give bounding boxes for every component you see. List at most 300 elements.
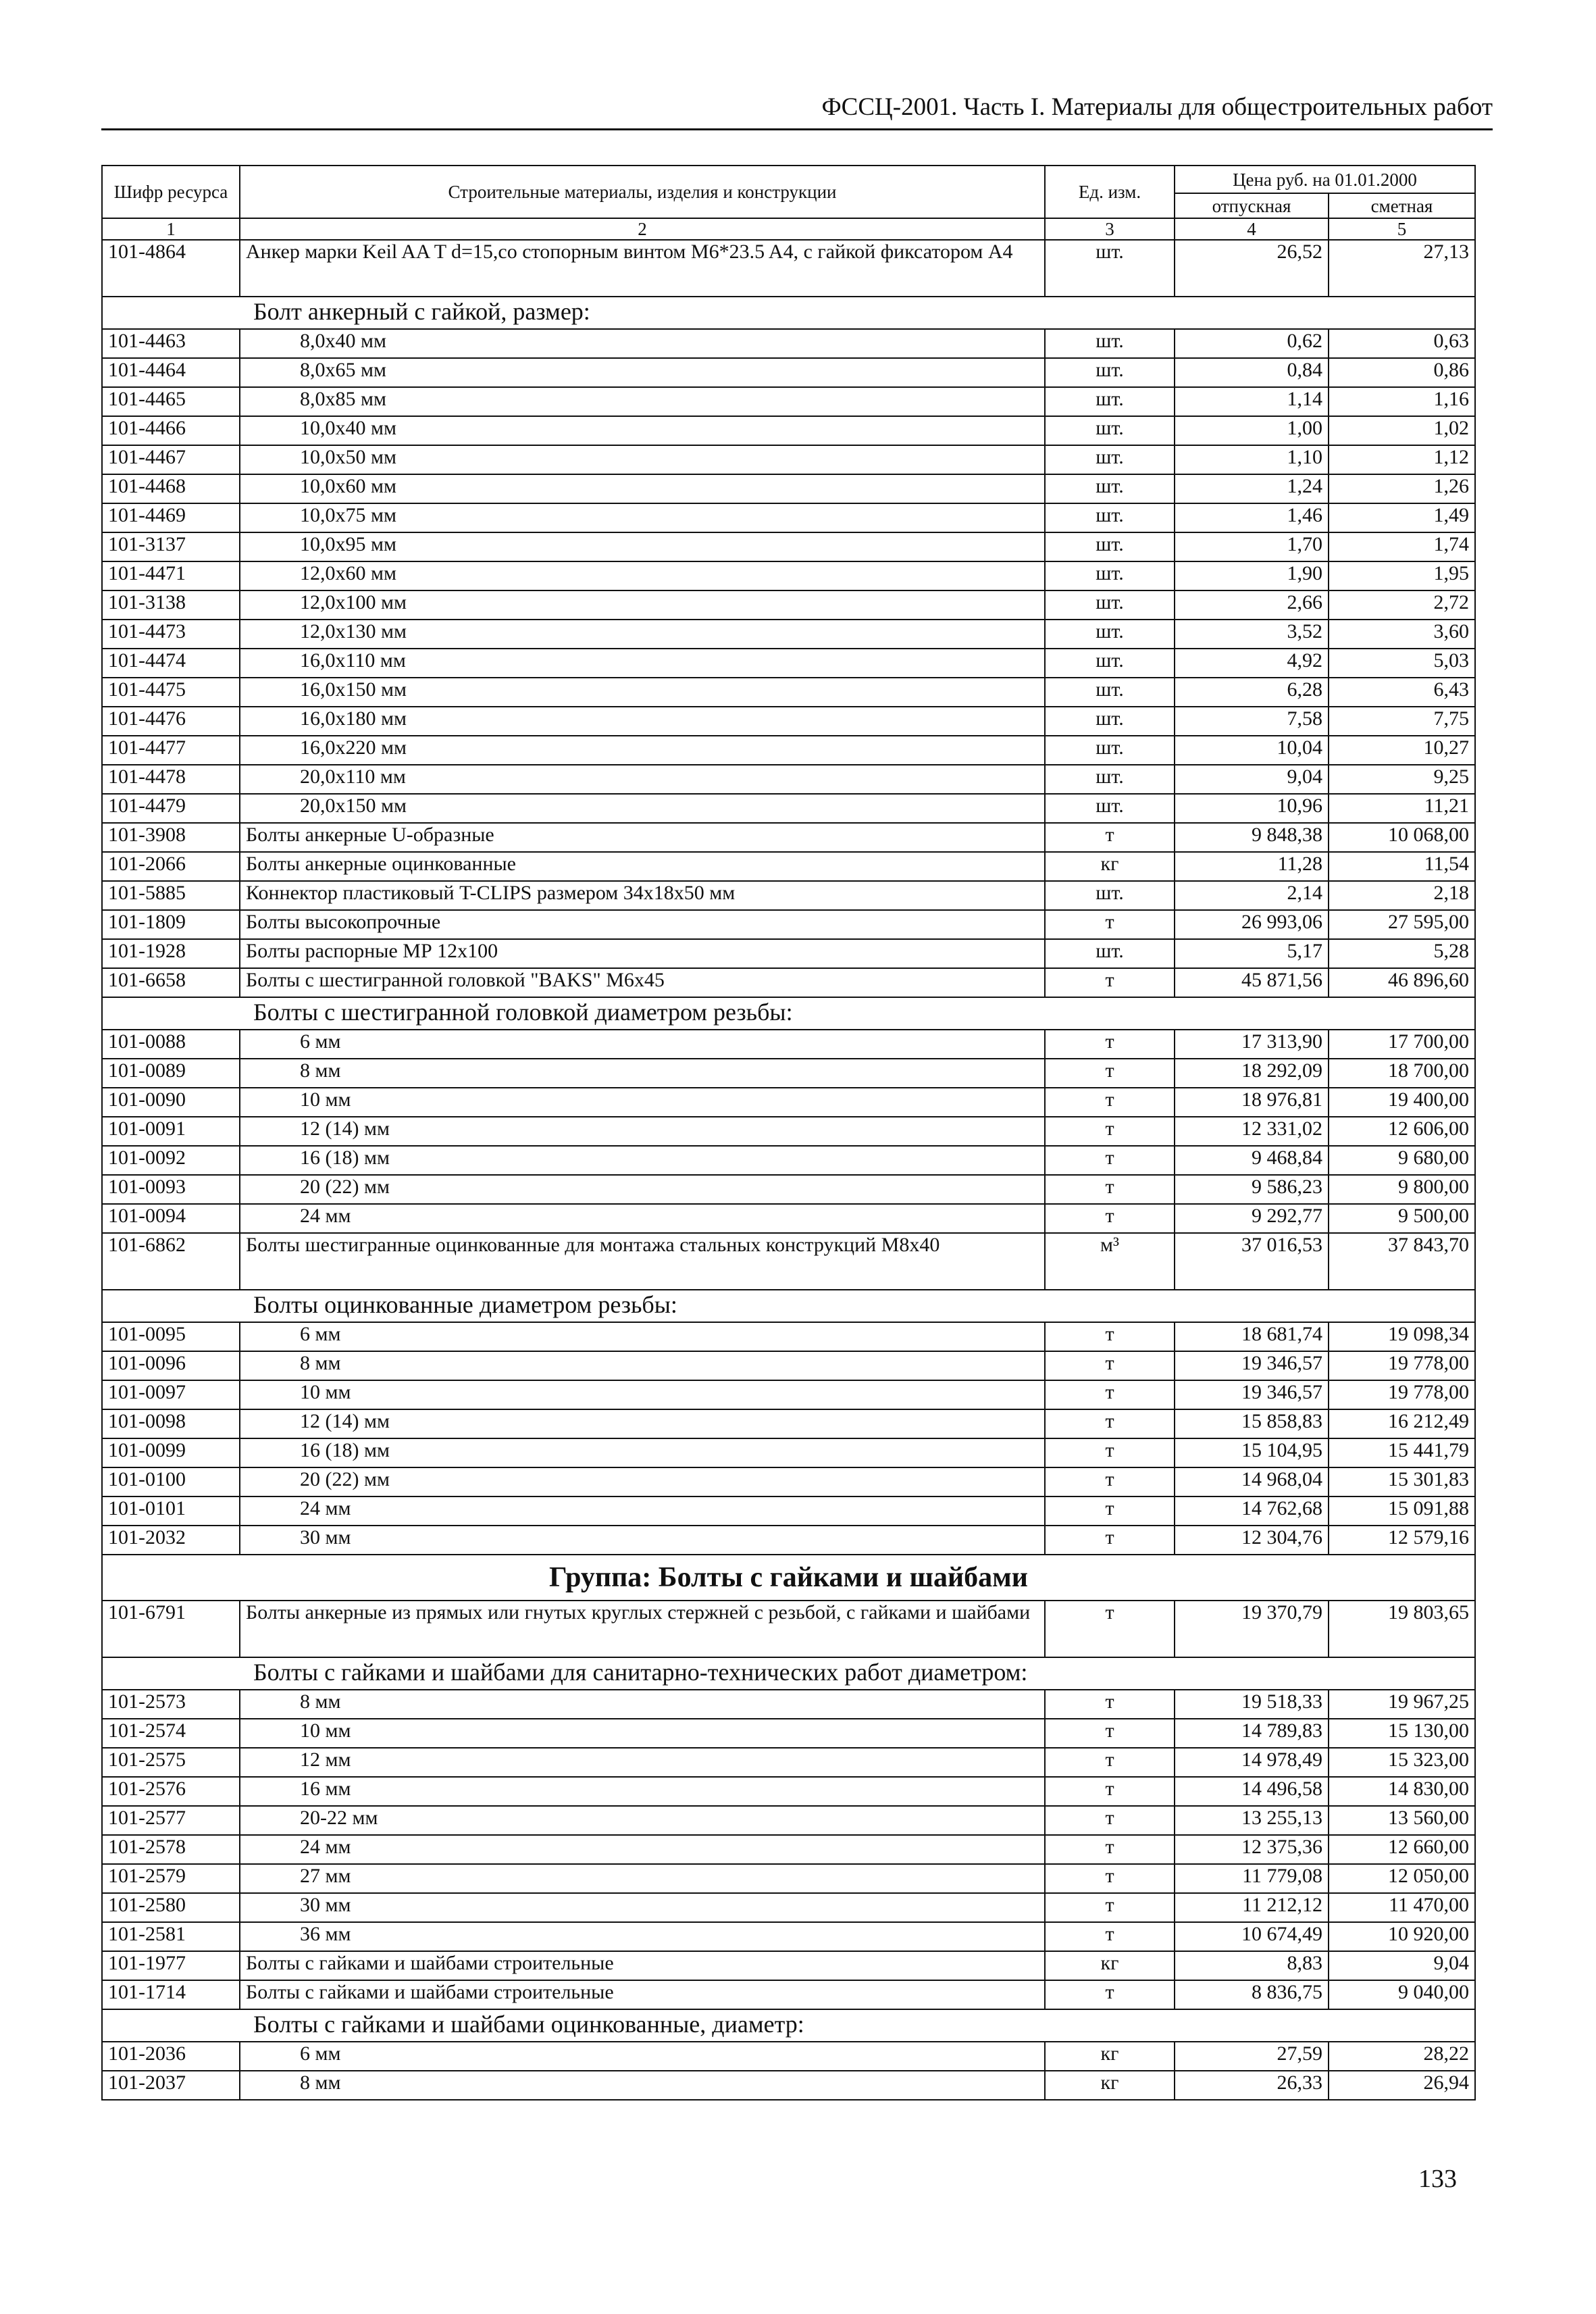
estimate-price: 9 500,00 — [1329, 1204, 1475, 1233]
material-name: Болты анкерные оцинкованные — [240, 852, 1045, 881]
unit-cell: шт. — [1045, 445, 1175, 474]
release-price: 45 871,56 — [1175, 968, 1329, 997]
unit-cell: т — [1045, 1719, 1175, 1748]
resource-code: 101-3908 — [102, 823, 240, 852]
page-number: 133 — [1418, 2165, 1457, 2193]
material-name: 24 мм — [240, 1496, 1045, 1526]
resource-code: 101-2578 — [102, 1835, 240, 1864]
table-row — [102, 532, 1475, 561]
table-row — [102, 1601, 1475, 1657]
estimate-price: 12 579,16 — [1329, 1526, 1475, 1555]
estimate-price: 12 050,00 — [1329, 1864, 1475, 1893]
resource-code: 101-0089 — [102, 1059, 240, 1088]
resource-code: 101-5885 — [102, 881, 240, 910]
unit-cell: т — [1045, 1864, 1175, 1893]
unit-cell: т — [1045, 1117, 1175, 1146]
release-price: 14 978,49 — [1175, 1748, 1329, 1777]
release-price: 6,28 — [1175, 678, 1329, 707]
material-name: 6 мм — [240, 2042, 1045, 2071]
release-price: 15 858,83 — [1175, 1409, 1329, 1438]
estimate-price: 37 843,70 — [1329, 1233, 1475, 1290]
resource-code: 101-4464 — [102, 358, 240, 387]
header-unit: Ед. изм. — [1045, 166, 1175, 218]
release-price: 0,62 — [1175, 329, 1329, 358]
estimate-price: 1,26 — [1329, 474, 1475, 503]
material-name: 30 мм — [240, 1893, 1045, 1922]
estimate-price: 10 920,00 — [1329, 1922, 1475, 1951]
resource-code: 101-0088 — [102, 1030, 240, 1059]
resource-code: 101-0090 — [102, 1088, 240, 1117]
resource-code: 101-4479 — [102, 794, 240, 823]
table-row — [102, 240, 1475, 297]
material-name: 8,0x40 мм — [240, 329, 1045, 358]
estimate-price: 17 700,00 — [1329, 1030, 1475, 1059]
column-number: 5 — [1329, 218, 1475, 240]
material-name: Коннектор пластиковый T-CLIPS размером 34x18x50 мм — [240, 881, 1045, 910]
unit-cell: кг — [1045, 2042, 1175, 2071]
header-rule — [101, 128, 1493, 130]
section-heading: Болты с гайками и шайбами для санитарно-технических работ диаметром: — [102, 1657, 1475, 1690]
release-price: 12 375,36 — [1175, 1835, 1329, 1864]
material-name: 6 мм — [240, 1322, 1045, 1351]
material-name: 16 мм — [240, 1777, 1045, 1806]
resource-code: 101-2581 — [102, 1922, 240, 1951]
release-price: 11,28 — [1175, 852, 1329, 881]
resource-code: 101-0094 — [102, 1204, 240, 1233]
column-number: 3 — [1045, 218, 1175, 240]
estimate-price: 18 700,00 — [1329, 1059, 1475, 1088]
unit-cell: т — [1045, 1601, 1175, 1657]
material-name: 8 мм — [240, 2071, 1045, 2100]
material-name: 10 мм — [240, 1380, 1045, 1409]
material-name: 30 мм — [240, 1526, 1045, 1555]
table-row — [102, 1496, 1475, 1526]
section-heading-row — [102, 997, 1475, 1030]
table-row — [102, 1146, 1475, 1175]
release-price: 18 292,09 — [1175, 1059, 1329, 1088]
estimate-price: 19 400,00 — [1329, 1088, 1475, 1117]
estimate-price: 46 896,60 — [1329, 968, 1475, 997]
unit-cell: т — [1045, 1380, 1175, 1409]
estimate-price: 11 470,00 — [1329, 1893, 1475, 1922]
resource-code: 101-0095 — [102, 1322, 240, 1351]
unit-cell: кг — [1045, 1951, 1175, 1980]
section-heading: Болты оцинкованные диаметром резьбы: — [102, 1290, 1475, 1322]
section-heading-row — [102, 1290, 1475, 1322]
unit-cell: кг — [1045, 852, 1175, 881]
release-price: 2,14 — [1175, 881, 1329, 910]
resource-code: 101-0097 — [102, 1380, 240, 1409]
estimate-price: 2,18 — [1329, 881, 1475, 910]
estimate-price: 15 091,88 — [1329, 1496, 1475, 1526]
table-row — [102, 794, 1475, 823]
resource-code: 101-0101 — [102, 1496, 240, 1526]
section-heading-row — [102, 297, 1475, 329]
unit-cell: шт. — [1045, 503, 1175, 532]
column-number: 1 — [102, 218, 240, 240]
release-price: 1,90 — [1175, 561, 1329, 590]
release-price: 18 681,74 — [1175, 1322, 1329, 1351]
unit-cell: т — [1045, 1526, 1175, 1555]
release-price: 14 496,58 — [1175, 1777, 1329, 1806]
release-price: 1,46 — [1175, 503, 1329, 532]
unit-cell: шт. — [1045, 649, 1175, 678]
unit-cell: т — [1045, 1748, 1175, 1777]
unit-cell: т — [1045, 910, 1175, 939]
estimate-price: 11,54 — [1329, 852, 1475, 881]
unit-cell: шт. — [1045, 416, 1175, 445]
release-price: 15 104,95 — [1175, 1438, 1329, 1467]
material-name: 16,0x180 мм — [240, 707, 1045, 736]
release-price: 1,00 — [1175, 416, 1329, 445]
table-row — [102, 1322, 1475, 1351]
material-name: 16 (18) мм — [240, 1438, 1045, 1467]
unit-cell: шт. — [1045, 765, 1175, 794]
estimate-price: 13 560,00 — [1329, 1806, 1475, 1835]
table-row — [102, 329, 1475, 358]
material-name: 12 (14) мм — [240, 1117, 1045, 1146]
material-name: Болты высокопрочные — [240, 910, 1045, 939]
unit-cell: шт. — [1045, 532, 1175, 561]
table-row — [102, 1409, 1475, 1438]
table-row — [102, 765, 1475, 794]
table-row — [102, 590, 1475, 620]
header-name: Строительные материалы, изделия и конструкции — [240, 166, 1045, 218]
material-name: 12,0x100 мм — [240, 590, 1045, 620]
unit-cell: шт. — [1045, 794, 1175, 823]
unit-cell: т — [1045, 823, 1175, 852]
table-row — [102, 1351, 1475, 1380]
unit-cell: т — [1045, 1175, 1175, 1204]
material-name: 20,0x110 мм — [240, 765, 1045, 794]
material-name: 20-22 мм — [240, 1806, 1045, 1835]
release-price: 5,17 — [1175, 939, 1329, 968]
release-price: 12 304,76 — [1175, 1526, 1329, 1555]
estimate-price: 16 212,49 — [1329, 1409, 1475, 1438]
estimate-price: 1,95 — [1329, 561, 1475, 590]
estimate-price: 19 098,34 — [1329, 1322, 1475, 1351]
unit-cell: т — [1045, 1806, 1175, 1835]
resource-code: 101-4467 — [102, 445, 240, 474]
resource-code: 101-3138 — [102, 590, 240, 620]
resource-code: 101-4471 — [102, 561, 240, 590]
unit-cell: шт. — [1045, 736, 1175, 765]
resource-code: 101-2066 — [102, 852, 240, 881]
release-price: 4,92 — [1175, 649, 1329, 678]
material-name: 12,0x60 мм — [240, 561, 1045, 590]
resource-code: 101-0099 — [102, 1438, 240, 1467]
resource-code: 101-4478 — [102, 765, 240, 794]
unit-cell: шт. — [1045, 387, 1175, 416]
table-row — [102, 678, 1475, 707]
table-row — [102, 1030, 1475, 1059]
price-table — [101, 165, 1476, 2101]
section-heading-row — [102, 1657, 1475, 1690]
table-row — [102, 649, 1475, 678]
estimate-price: 15 130,00 — [1329, 1719, 1475, 1748]
material-name: 10,0x75 мм — [240, 503, 1045, 532]
material-name: 27 мм — [240, 1864, 1045, 1893]
table-row — [102, 1088, 1475, 1117]
estimate-price: 3,60 — [1329, 620, 1475, 649]
material-name: 20 (22) мм — [240, 1175, 1045, 1204]
resource-code: 101-1977 — [102, 1951, 240, 1980]
release-price: 19 518,33 — [1175, 1690, 1329, 1719]
unit-cell: т — [1045, 1059, 1175, 1088]
table-row — [102, 1922, 1475, 1951]
release-price: 9 586,23 — [1175, 1175, 1329, 1204]
resource-code: 101-2580 — [102, 1893, 240, 1922]
table-row — [102, 1204, 1475, 1233]
material-name: 10,0x60 мм — [240, 474, 1045, 503]
material-name: 16 (18) мм — [240, 1146, 1045, 1175]
table-row — [102, 1380, 1475, 1409]
release-price: 1,24 — [1175, 474, 1329, 503]
resource-code: 101-0096 — [102, 1351, 240, 1380]
release-price: 11 779,08 — [1175, 1864, 1329, 1893]
unit-cell: т — [1045, 1146, 1175, 1175]
table-row — [102, 1864, 1475, 1893]
release-price: 0,84 — [1175, 358, 1329, 387]
resource-code: 101-4469 — [102, 503, 240, 532]
material-name: Болты с гайками и шайбами строительные — [240, 1980, 1045, 2009]
table-header-row-1 — [102, 166, 1475, 193]
release-price: 27,59 — [1175, 2042, 1329, 2071]
table-row — [102, 1777, 1475, 1806]
unit-cell: шт. — [1045, 240, 1175, 297]
estimate-price: 19 778,00 — [1329, 1351, 1475, 1380]
section-heading: Болты с гайками и шайбами оцинкованные, диаметр: — [102, 2009, 1475, 2042]
material-name: Болты с шестигранной головкой "BAKS" М6x45 — [240, 968, 1045, 997]
table-row — [102, 1690, 1475, 1719]
release-price: 10,96 — [1175, 794, 1329, 823]
table-row — [102, 1438, 1475, 1467]
material-name: 24 мм — [240, 1835, 1045, 1864]
table-row — [102, 1059, 1475, 1088]
resource-code: 101-4466 — [102, 416, 240, 445]
unit-cell: т — [1045, 1980, 1175, 2009]
resource-code: 101-4473 — [102, 620, 240, 649]
column-numbers-row — [102, 218, 1475, 240]
material-name: 8 мм — [240, 1059, 1045, 1088]
resource-code: 101-0092 — [102, 1146, 240, 1175]
table-row — [102, 823, 1475, 852]
table-row — [102, 881, 1475, 910]
table-row — [102, 445, 1475, 474]
release-price: 9 848,38 — [1175, 823, 1329, 852]
estimate-price: 10,27 — [1329, 736, 1475, 765]
estimate-price: 19 967,25 — [1329, 1690, 1475, 1719]
resource-code: 101-6658 — [102, 968, 240, 997]
table-row — [102, 1748, 1475, 1777]
release-price: 19 346,57 — [1175, 1351, 1329, 1380]
unit-cell: кг — [1045, 2071, 1175, 2100]
estimate-price: 5,28 — [1329, 939, 1475, 968]
material-name: 8 мм — [240, 1351, 1045, 1380]
table-row — [102, 1893, 1475, 1922]
table-row — [102, 561, 1475, 590]
release-price: 17 313,90 — [1175, 1030, 1329, 1059]
resource-code: 101-4476 — [102, 707, 240, 736]
estimate-price: 9 800,00 — [1329, 1175, 1475, 1204]
header-code: Шифр ресурса — [102, 166, 240, 218]
material-name: Болты анкерные U-образные — [240, 823, 1045, 852]
table-row — [102, 1117, 1475, 1146]
estimate-price: 28,22 — [1329, 2042, 1475, 2071]
estimate-price: 6,43 — [1329, 678, 1475, 707]
estimate-price: 1,49 — [1329, 503, 1475, 532]
table-row — [102, 707, 1475, 736]
material-name: Болты шестигранные оцинкованные для монтажа стальных конструкций М8x40 — [240, 1233, 1045, 1290]
resource-code: 101-4864 — [102, 240, 240, 297]
unit-cell: т — [1045, 1322, 1175, 1351]
release-price: 3,52 — [1175, 620, 1329, 649]
estimate-price: 12 660,00 — [1329, 1835, 1475, 1864]
unit-cell: шт. — [1045, 678, 1175, 707]
table-row — [102, 910, 1475, 939]
release-price: 10,04 — [1175, 736, 1329, 765]
resource-code: 101-2036 — [102, 2042, 240, 2071]
resource-code: 101-4474 — [102, 649, 240, 678]
release-price: 8,83 — [1175, 1951, 1329, 1980]
resource-code: 101-2037 — [102, 2071, 240, 2100]
material-name: Болты анкерные из прямых или гнутых круглых стержней с резьбой, с гайками и шайбами — [240, 1601, 1045, 1657]
estimate-price: 11,21 — [1329, 794, 1475, 823]
material-name: Анкер марки Keil AA T d=15,со стопорным винтом M6*23.5 A4, с гайкой фиксатором А4 — [240, 240, 1045, 297]
unit-cell: т — [1045, 1467, 1175, 1496]
release-price: 26 993,06 — [1175, 910, 1329, 939]
estimate-price: 12 606,00 — [1329, 1117, 1475, 1146]
unit-cell: т — [1045, 1030, 1175, 1059]
unit-cell: шт. — [1045, 329, 1175, 358]
unit-cell: т — [1045, 1922, 1175, 1951]
unit-cell: т — [1045, 1835, 1175, 1864]
release-price: 7,58 — [1175, 707, 1329, 736]
resource-code: 101-1809 — [102, 910, 240, 939]
estimate-price: 7,75 — [1329, 707, 1475, 736]
estimate-price: 15 441,79 — [1329, 1438, 1475, 1467]
material-name: 24 мм — [240, 1204, 1045, 1233]
release-price: 19 370,79 — [1175, 1601, 1329, 1657]
release-price: 11 212,12 — [1175, 1893, 1329, 1922]
material-name: 10,0x40 мм — [240, 416, 1045, 445]
unit-cell: шт. — [1045, 707, 1175, 736]
unit-cell: т — [1045, 1438, 1175, 1467]
material-name: 10,0x50 мм — [240, 445, 1045, 474]
table-row — [102, 852, 1475, 881]
release-price: 10 674,49 — [1175, 1922, 1329, 1951]
estimate-price: 15 323,00 — [1329, 1748, 1475, 1777]
release-price: 9 292,77 — [1175, 1204, 1329, 1233]
resource-code: 101-4475 — [102, 678, 240, 707]
resource-code: 101-6791 — [102, 1601, 240, 1657]
resource-code: 101-0093 — [102, 1175, 240, 1204]
unit-cell: т — [1045, 1777, 1175, 1806]
table-row — [102, 1233, 1475, 1290]
table-row — [102, 939, 1475, 968]
unit-cell: шт. — [1045, 881, 1175, 910]
release-price: 1,70 — [1175, 532, 1329, 561]
unit-cell: т — [1045, 1204, 1175, 1233]
release-price: 18 976,81 — [1175, 1088, 1329, 1117]
group-heading: Группа: Болты с гайками и шайбами — [102, 1555, 1475, 1601]
material-name: 12,0x130 мм — [240, 620, 1045, 649]
material-name: 8,0x65 мм — [240, 358, 1045, 387]
column-number: 4 — [1175, 218, 1329, 240]
table-row — [102, 620, 1475, 649]
unit-cell: м³ — [1045, 1233, 1175, 1290]
release-price: 1,14 — [1175, 387, 1329, 416]
resource-code: 101-2576 — [102, 1777, 240, 1806]
release-price: 26,33 — [1175, 2071, 1329, 2100]
material-name: Болты распорные МР 12x100 — [240, 939, 1045, 968]
estimate-price: 2,72 — [1329, 590, 1475, 620]
estimate-price: 1,02 — [1329, 416, 1475, 445]
material-name: 8,0x85 мм — [240, 387, 1045, 416]
release-price: 9,04 — [1175, 765, 1329, 794]
resource-code: 101-4468 — [102, 474, 240, 503]
material-name: 8 мм — [240, 1690, 1045, 1719]
table-row — [102, 503, 1475, 532]
table-row — [102, 2042, 1475, 2071]
resource-code: 101-4477 — [102, 736, 240, 765]
resource-code: 101-2574 — [102, 1719, 240, 1748]
estimate-price: 27,13 — [1329, 240, 1475, 297]
resource-code: 101-2577 — [102, 1806, 240, 1835]
header-estimate: сметная — [1329, 193, 1475, 218]
release-price: 1,10 — [1175, 445, 1329, 474]
table-row — [102, 736, 1475, 765]
table-row — [102, 1526, 1475, 1555]
unit-cell: т — [1045, 1496, 1175, 1526]
section-heading: Болты с шестигранной головкой диаметром резьбы: — [102, 997, 1475, 1030]
unit-cell: шт. — [1045, 620, 1175, 649]
estimate-price: 9 680,00 — [1329, 1146, 1475, 1175]
material-name: 6 мм — [240, 1030, 1045, 1059]
unit-cell: шт. — [1045, 474, 1175, 503]
release-price: 19 346,57 — [1175, 1380, 1329, 1409]
page-header: ФССЦ-2001. Часть I. Материалы для общестроительных работ — [821, 93, 1493, 121]
table-row — [102, 1719, 1475, 1748]
resource-code: 101-0098 — [102, 1409, 240, 1438]
estimate-price: 0,63 — [1329, 329, 1475, 358]
section-heading-row — [102, 2009, 1475, 2042]
resource-code: 101-1928 — [102, 939, 240, 968]
material-name: 10 мм — [240, 1719, 1045, 1748]
estimate-price: 5,03 — [1329, 649, 1475, 678]
estimate-price: 14 830,00 — [1329, 1777, 1475, 1806]
table-row — [102, 1835, 1475, 1864]
material-name: 20 (22) мм — [240, 1467, 1045, 1496]
material-name: 10,0x95 мм — [240, 532, 1045, 561]
header-release: отпускная — [1175, 193, 1329, 218]
resource-code: 101-2573 — [102, 1690, 240, 1719]
unit-cell: т — [1045, 1409, 1175, 1438]
material-name: 16,0x220 мм — [240, 736, 1045, 765]
release-price: 37 016,53 — [1175, 1233, 1329, 1290]
estimate-price: 19 803,65 — [1329, 1601, 1475, 1657]
estimate-price: 26,94 — [1329, 2071, 1475, 2100]
estimate-price: 15 301,83 — [1329, 1467, 1475, 1496]
header-price-group: Цена руб. на 01.01.2000 — [1175, 166, 1475, 193]
material-name: 12 мм — [240, 1748, 1045, 1777]
material-name: 10 мм — [240, 1088, 1045, 1117]
table-row — [102, 358, 1475, 387]
unit-cell: шт. — [1045, 358, 1175, 387]
table-row — [102, 1175, 1475, 1204]
resource-code: 101-1714 — [102, 1980, 240, 2009]
resource-code: 101-3137 — [102, 532, 240, 561]
